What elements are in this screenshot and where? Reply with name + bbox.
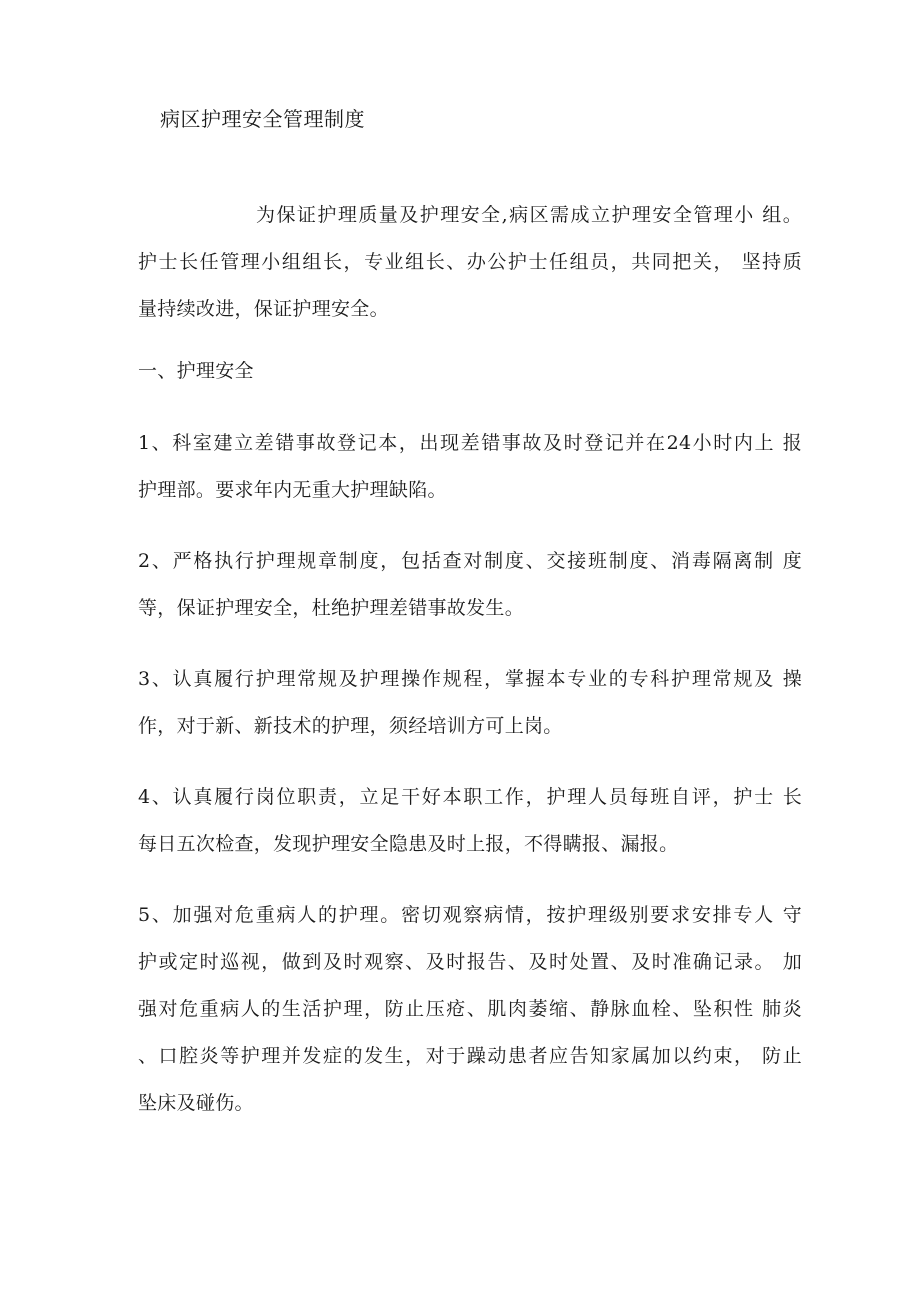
list-item-line: 4、认真履行岗位职责，立足干好本职工作，护理人员每班自评，护士 长 (138, 786, 802, 808)
section-heading-text: 一、护理安全 (138, 360, 254, 382)
list-item-line: 1、科室建立差错事故登记本，出现差错事故及时登记并在24小时内上 报 (138, 432, 802, 454)
section-heading (138, 348, 802, 395)
list-item-1 (138, 420, 802, 514)
list-item-line: 作，对于新、新技术的护理，须经培训方可上岗。 (138, 715, 563, 737)
list-item-line: 每日五次检查，发现护理安全隐患及时上报，不得瞒报、漏报。 (138, 833, 679, 855)
list-item-line: 护或定时巡视，做到及时观察、及时报告、及时处置、及时准确记录。 加 (138, 951, 802, 973)
document-title: 病区护理安全管理制度 (160, 107, 365, 131)
list-item-line: 3、认真履行护理常规及护理操作规程，掌握本专业的专科护理常规及 操 (138, 668, 802, 690)
list-item-line: 2、严格执行护理规章制度，包括查对制度、交接班制度、消毒隔离制 度 (138, 550, 802, 572)
list-item-line: 坠床及碰伤。 (138, 1092, 254, 1114)
list-item-3 (138, 656, 802, 750)
list-item-4 (138, 774, 802, 868)
list-item-line: 强对危重病人的生活护理，防止压疮、肌肉萎缩、静脉血栓、坠积性 肺炎 (138, 998, 802, 1020)
list-item-line: 等，保证护理安全，杜绝护理差错事故发生。 (138, 597, 525, 619)
list-item-line: 护理部。要求年内无重大护理缺陷。 (138, 479, 447, 501)
list-item-line: 、口腔炎等护理并发症的发生，对于躁动患者应告知家属加以约束， 防止 (138, 1045, 802, 1067)
intro-line: 量持续改进，保证护理安全。 (138, 298, 389, 320)
intro-paragraph (138, 192, 802, 333)
list-item-5 (138, 892, 802, 1127)
intro-line: 为保证护理质量及护理安全,病区需成立护理安全管理小 组。 (256, 204, 802, 226)
list-item-line: 5、加强对危重病人的护理。密切观察病情，按护理级别要求安排专人 守 (138, 904, 802, 926)
list-item-2 (138, 538, 802, 632)
intro-line: 护士长任管理小组组长，专业组长、办公护士任组员，共同把关， 坚持质 (138, 251, 802, 273)
